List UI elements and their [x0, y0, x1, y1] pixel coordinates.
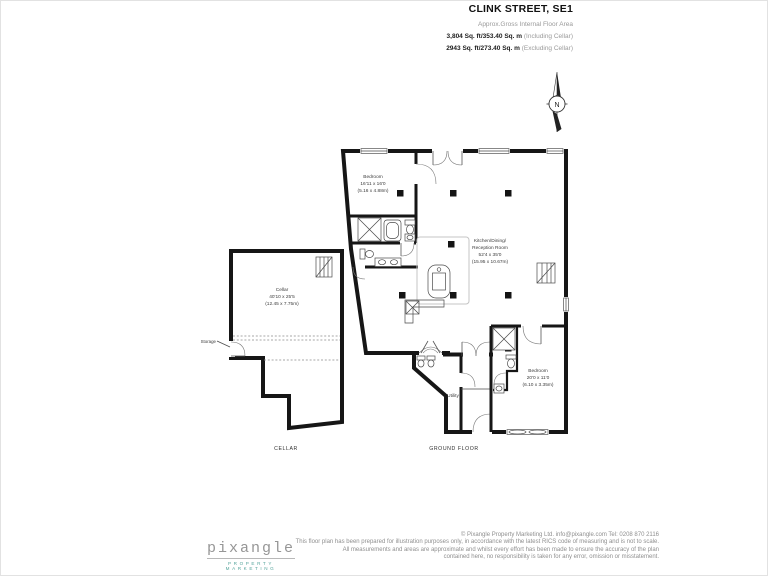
bedroom1-label: Bedroom: [363, 175, 383, 180]
ground-floor-plan: [343, 147, 571, 453]
header-subtitle: Approx.Gross Internal Floor Area: [477, 21, 573, 28]
cellar-dims-ft: 40'10 x 25'5: [269, 295, 295, 300]
cellar-room-label: Cellar: [275, 288, 289, 293]
utility-label: Utility: [447, 394, 459, 399]
area-including-value: 3,804 Sq. ft/353.40 Sq. m: [446, 33, 523, 40]
footer-disclaimer: [239, 532, 659, 562]
area-excluding-note: (Excluding Cellar): [521, 45, 573, 52]
floor-plan-drawing: [1, 1, 767, 575]
kitchen-label-2: Reception Room: [472, 246, 508, 251]
cellar-plan: [201, 251, 342, 452]
cellar-dims-m: (12.45 x 7.75m): [265, 302, 299, 307]
compass-north-label: N: [554, 101, 560, 109]
page-title: CLINK STREET, SE1: [468, 3, 573, 15]
area-excluding-value: 2943 Sq. ft/273.40 Sq. m: [446, 45, 520, 52]
kitchen-dims-ft: 52'4 x 35'0: [478, 253, 502, 258]
area-including-note: (Including Cellar): [523, 33, 573, 40]
north-compass-icon: [547, 72, 568, 132]
cellar-floor-label: CELLAR: [274, 446, 298, 452]
kitchen-label-1: Kitchen/Dining/: [473, 239, 507, 244]
bedroom2-dims-m: (6.10 x 3.35m): [522, 383, 554, 388]
bedroom2-dims-ft: 20'0 x 11'0: [526, 376, 550, 381]
copyright-line: © Pixangle Property Marketing Ltd. info@pixangle.com Tel: 0208 870 2116: [460, 532, 659, 538]
logo-wordmark: pixangle: [206, 540, 295, 557]
storage-label: Storage: [200, 339, 216, 344]
kitchen-dims-m: (15.95 x 10.67m): [471, 260, 509, 265]
ground-floor-label: GROUND FLOOR: [429, 446, 479, 452]
disclaimer-line-1: This floor plan has been prepared for illustration purposes only, in accordance with the latest RICS code of measuring and is not to scale.: [295, 539, 659, 546]
bedroom2-label: Bedroom: [528, 369, 548, 374]
logo-tagline: PROPERTY MARKETING: [225, 561, 277, 571]
bedroom1-dims-ft: 16'11 x 16'0: [360, 182, 386, 187]
bedroom1-dims-m: (5.16 x 4.88m): [357, 189, 389, 194]
disclaimer-line-3: contained here, no responsibility is taken for any error, omission or misstatement.: [443, 554, 659, 561]
disclaimer-line-2: All measurements and areas are approximate and whilst every effort has been made to ensure the accuracy of the plan: [342, 546, 659, 553]
